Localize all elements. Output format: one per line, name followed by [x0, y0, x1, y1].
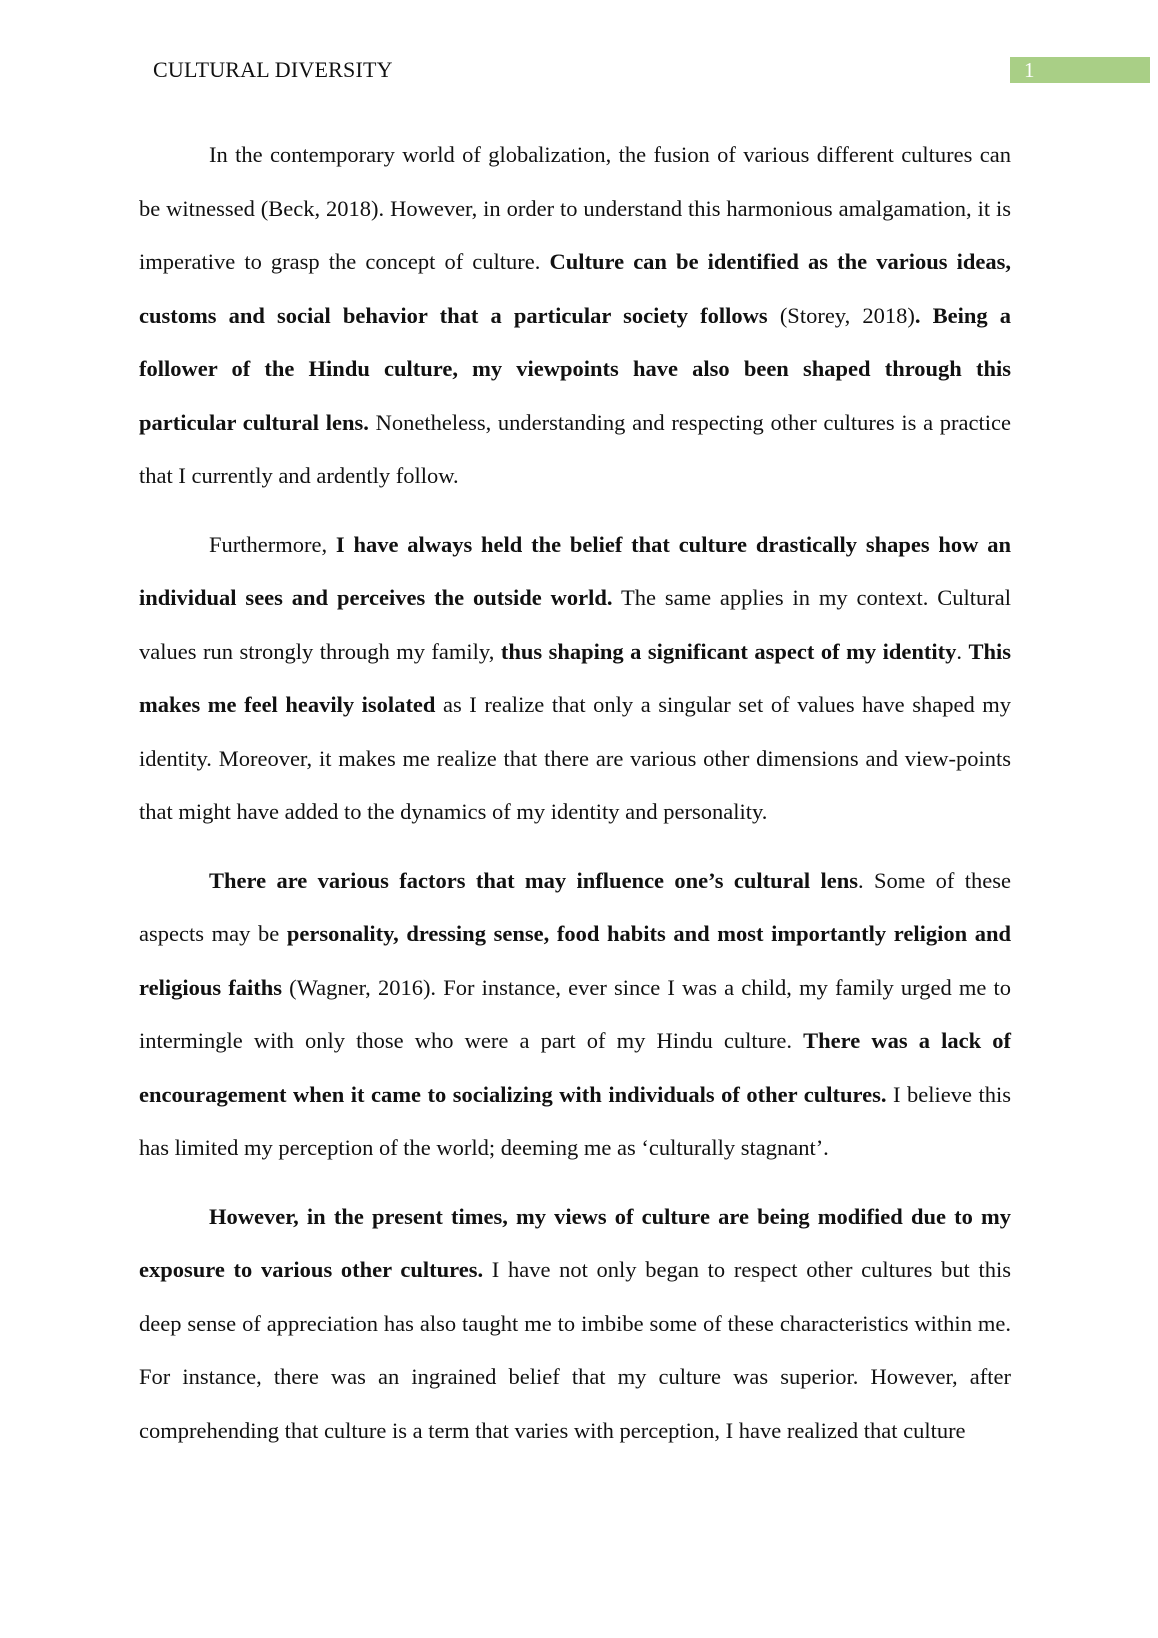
- text-run: . Some of these aspects may be: [139, 867, 1011, 946]
- text-run: Nonetheless, understanding and respecting other cultures is a practice that I currently and ardently follow.: [139, 409, 1011, 488]
- paragraph: [139, 854, 1011, 1175]
- running-head-title: CULTURAL DIVERSITY: [153, 57, 393, 82]
- text-run: Furthermore,: [209, 531, 336, 557]
- text-run: (Wagner, 2016). For instance, ever since I was a child, my family urged me to intermingle with only those who were a part of my Hindu culture.: [139, 974, 1011, 1053]
- text-run: (Storey, 2018): [767, 302, 915, 328]
- page-number: 1: [1024, 58, 1035, 82]
- bold-text-run: There was a lack of encouragement when it came to socializing with individuals of other cultures.: [139, 1028, 1011, 1107]
- paragraph: [139, 518, 1011, 839]
- paragraph: [139, 128, 1011, 503]
- page-number-badge: [1010, 57, 1150, 83]
- text-run: as I realize that only a singular set of values have shaped my identity. Moreover, it makes me realize that there are various other dimensions and view-points that might have added to the dynamics of my identity and personality.: [139, 692, 1012, 824]
- document-body: [139, 128, 1011, 1457]
- bold-text-run: I have always held the belief that culture drastically shapes how an individual sees and perceives the outside world.: [139, 531, 1011, 610]
- paragraph: [139, 1190, 1011, 1458]
- text-run: I have not only began to respect other cultures but this deep sense of appreciation has also taught me to imbibe some of these characteristics within me. For instance, there was an ingrained belief that my culture was superior. However, after comprehending that culture is a term that varies with perception, I have realized that culture: [139, 1257, 1011, 1443]
- bold-text-run: thus shaping a significant aspect of my identity: [500, 638, 957, 664]
- bold-text-run: personality, dressing sense, food habits and most importantly religion and religious faiths: [139, 921, 1011, 1000]
- bold-text-run: There are various factors that may influence one’s cultural lens: [209, 867, 859, 893]
- page-header: [0, 0, 1158, 100]
- bold-text-run: . Being a follower of the Hindu culture, my viewpoints have also been shaped through this particular cultural lens.: [139, 302, 1011, 435]
- text-run: .: [956, 638, 969, 664]
- bold-text-run: This makes me feel heavily isolated: [139, 638, 1011, 717]
- text-run: I believe this has limited my perception of the world; deeming me as ‘culturally stagnant’.: [139, 1081, 1011, 1160]
- text-run: In the contemporary world of globalization, the fusion of various different cultures can be witnessed (Beck, 2018). However, in order to understand this harmonious amalgamation, it is imperative to grasp the concept of culture.: [139, 142, 1011, 274]
- text-run: The same applies in my context. Cultural values run strongly through my family,: [139, 585, 1011, 664]
- bold-text-run: However, in the present times, my views of culture are being modified due to my exposure to various other cultures.: [139, 1203, 1011, 1282]
- bold-text-run: Culture can be identified as the various ideas, customs and social behavior that a particular society follows: [139, 249, 1011, 328]
